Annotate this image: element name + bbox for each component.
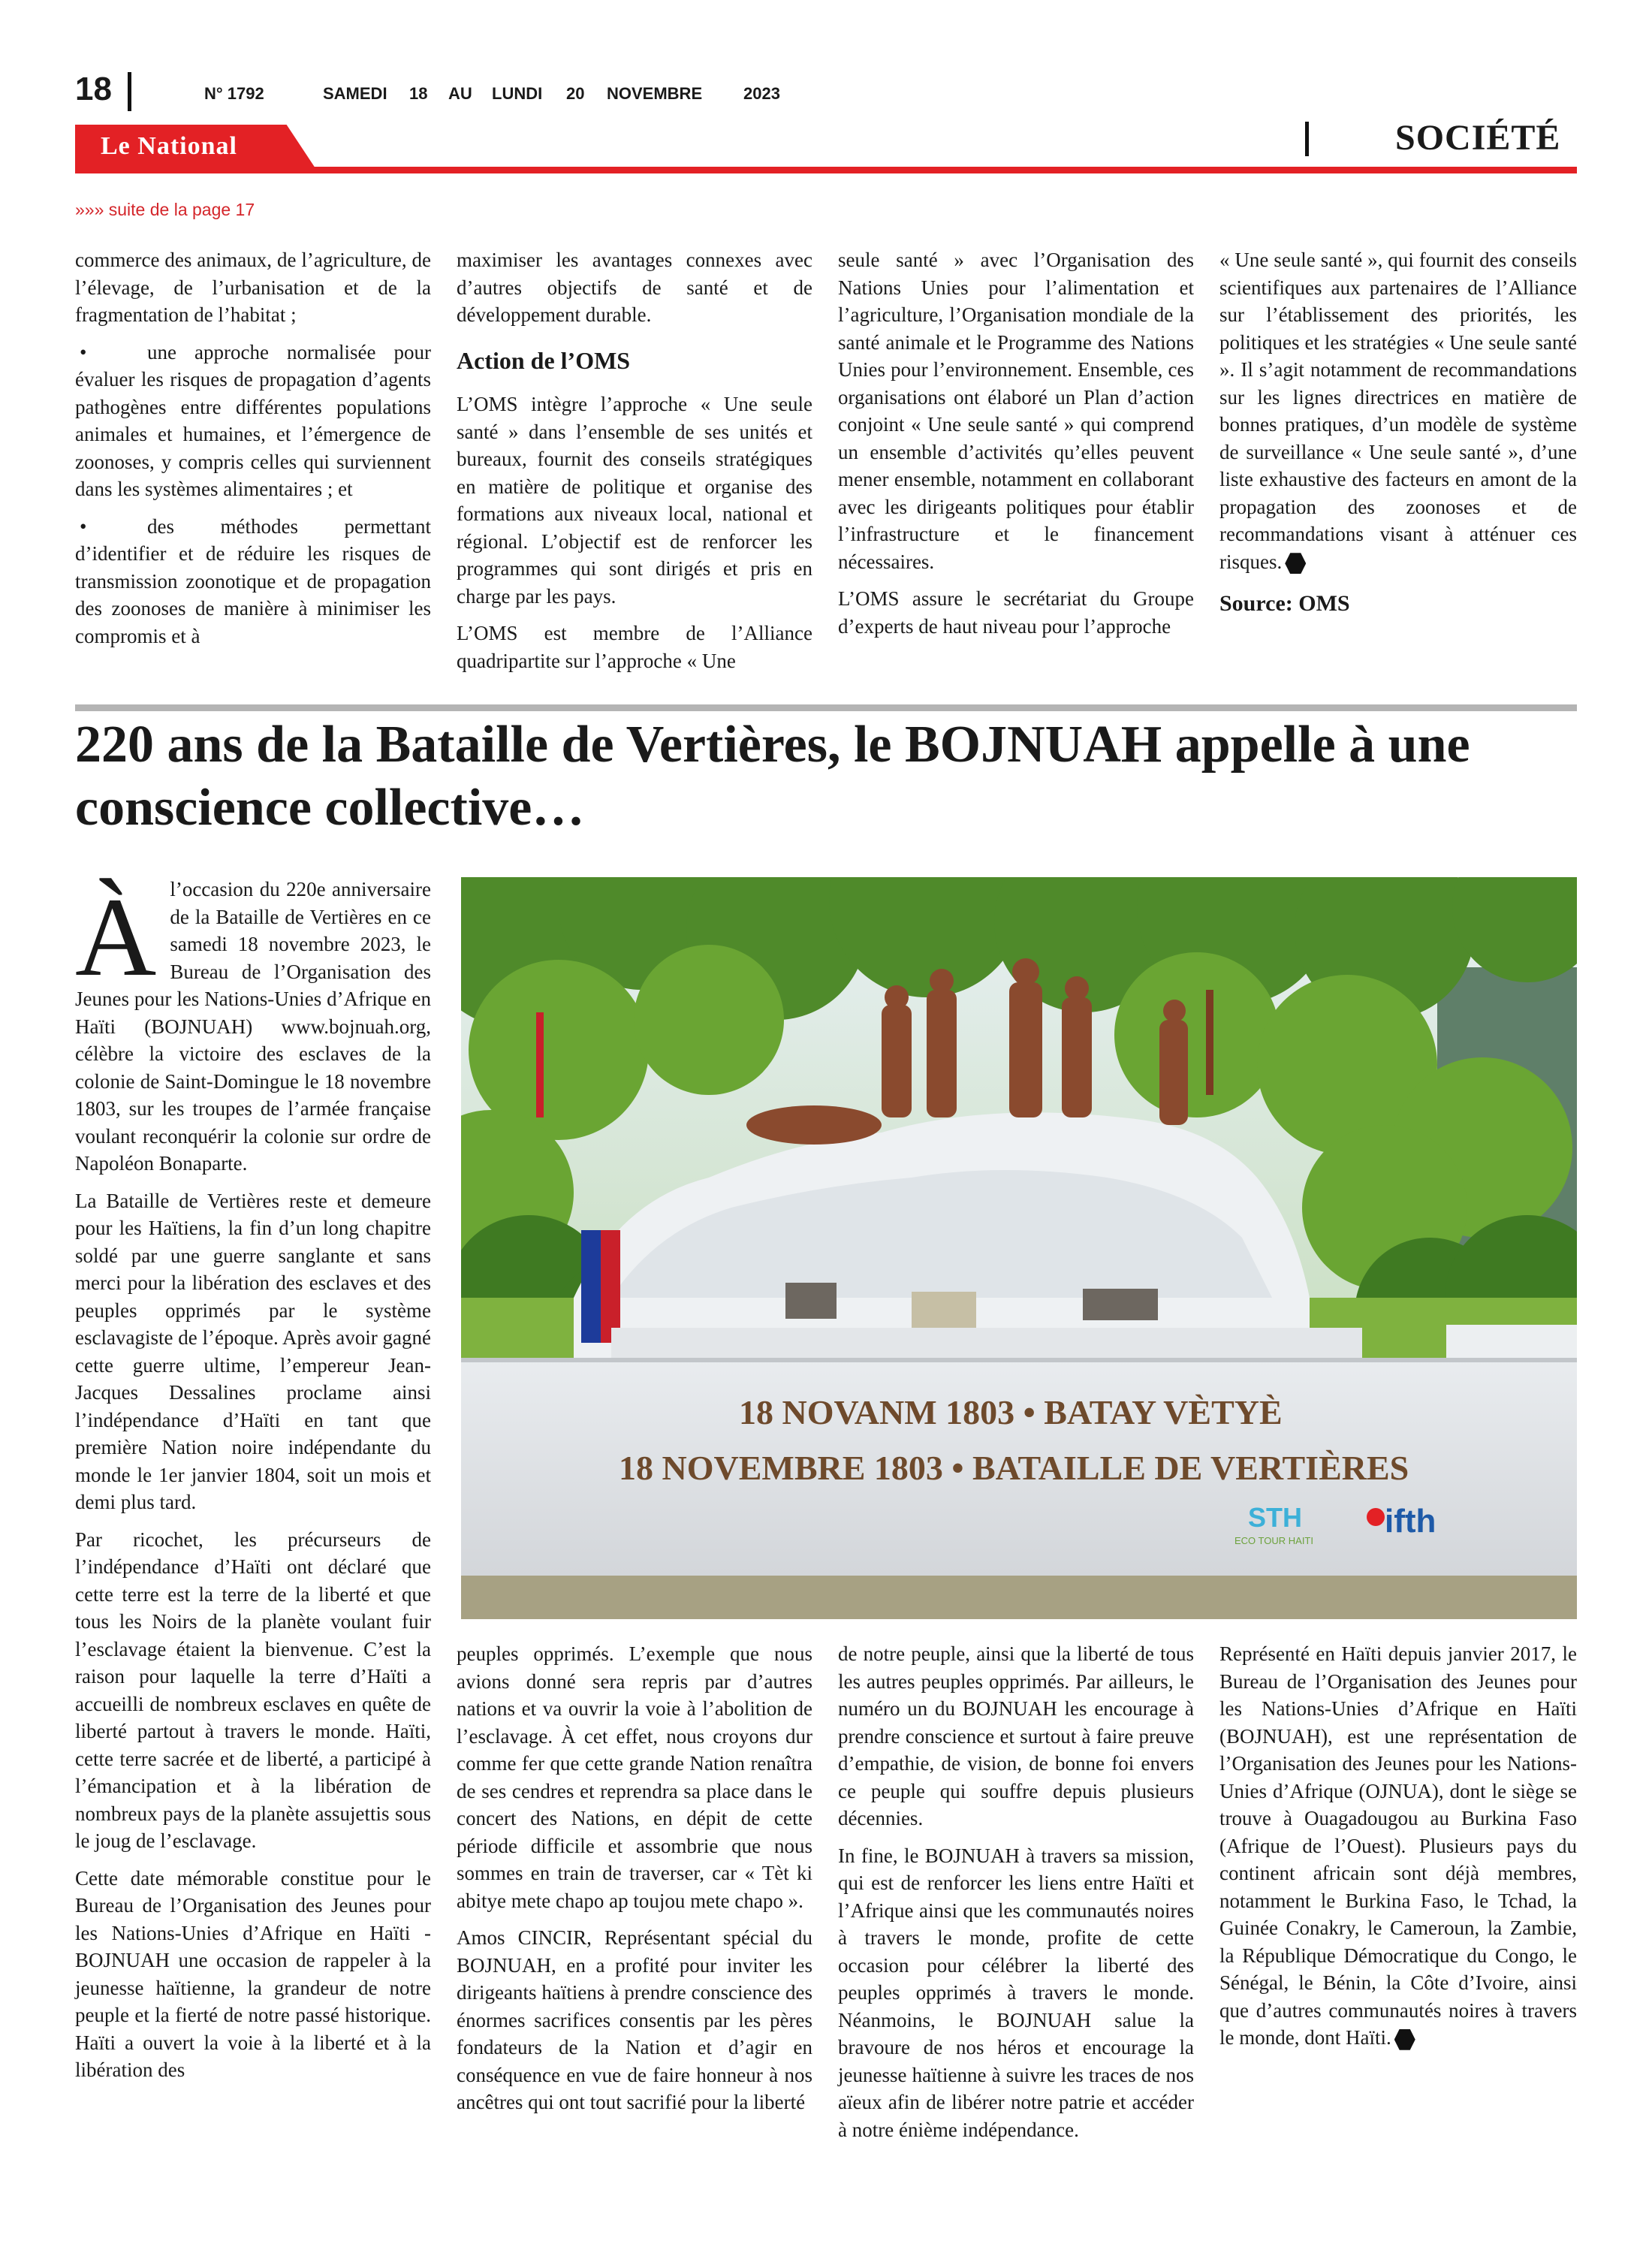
bullet-item	[75, 513, 431, 650]
paragraph: maximiser les avantages connexes avec d’autres objectifs de santé et de développement durable.	[457, 249, 812, 326]
oms-column-2	[457, 246, 812, 684]
bullet-icon: •	[80, 514, 87, 538]
bullet-text: des méthodes permettant d’identifier et de réduire les risques de transmission zoonotique et de propagation des zoonoses de manière à minimiser les compromis et à	[75, 514, 431, 647]
oms-column-4	[1219, 246, 1577, 618]
end-mark-icon	[1285, 553, 1306, 574]
paragraph	[1219, 1640, 1577, 2052]
paragraph: La Bataille de Vertières reste et demeure pour les Haïtiens, la fin d’un long chapitre soldé par une guerre sanglante et sans merci pour la libération des esclaves et des peuples opprimés par le système esclavagiste de l’époque. Après avoir gagné cette guerre ultime, l’empereur Jean-Jacques Dessalines proclame ainsi l’indépendance d’Haïti en tant que première Nation noire indépendante du monde le 1er janvier 1804, soit un mois et demi plus tard.	[75, 1189, 431, 1513]
main-column-3	[838, 1640, 1194, 2153]
paragraph	[1219, 246, 1577, 575]
paragraph-text: l’occasion du 220e anniversaire de la Bataille de Vertières en ce samedi 18 novembre 2023, le Bureau de l’Organisation des Jeunes pour les Nations-Unies d’Afrique en Haïti (BOJNUAH) www.bojnuah.org, célèbre la victoire des esclaves de la colonie de Saint-Domingue le 18 novembre 1803, sur les troupes de l’armée française voulant reconquérir la colonie sur ordre de Napoléon Bonaparte.	[75, 878, 431, 1175]
source-credit: Source: OMS	[1219, 591, 1350, 616]
page-number: 18	[75, 71, 112, 107]
end-mark-icon	[1394, 2029, 1415, 2050]
paragraph: seule santé » avec l’Organisation des Nations Unies pour l’alimentation et l’agriculture, l’Organisation mondiale de la santé animale et le Programme des Nations Unies pour l’environnement. Ensemble, ces organisations ont élaboré un Plan d’action conjoint « Une seule santé » qui comprend un ensemble d’activités qu’elles peuvent mener ensemble, notamment en collaborant avec les dirigeants politiques pour établir l’infrastructure et le financement nécessaires.	[838, 249, 1194, 573]
date-year: 2023	[743, 84, 780, 103]
section-title: SOCIÉTÉ	[1395, 118, 1561, 158]
section-divider	[1305, 122, 1309, 156]
main-column-4	[1219, 1640, 1577, 2061]
sth-logo: STH	[1248, 1502, 1302, 1533]
paragraph: L’OMS intègre l’approche « Une seule santé » dans l’ensemble de ses unités et bureaux, fournit des conseils stratégiques en matière de politique et organise des formations aux niveaux local, national et régional. L’objectif est de renforcer les programmes qui sont dirigés et pris en charge par les pays.	[457, 393, 812, 608]
paragraph: In fine, le BOJNUAH à travers sa mission, qui est de renforcer les liens entre Haïti et l’Afrique ainsi que les communautés noires à travers le monde, profite de cette occasion pour célébrer la liberté des peuples opprimés à travers le monde. Néanmoins, le BOJNUAH salue la bravoure de nos héros et encourage la jeunesse haïtienne à suivre les traces de nos aïeux afin de libérer notre patrie et accéder à notre énième indépendance.	[838, 1844, 1194, 2141]
paragraph: Cette date mémorable constitue pour le Bureau de l’Organisation des Jeunes pour les Nations-Unies d’Afrique en Haïti - BOJNUAH une occasion de rappeler à la jeunesse haïtienne, la grandeur de notre peuple et la fierté de notre passé historique. Haïti a ouvert la voie à la liberté et à la libération des	[75, 1866, 431, 2081]
main-column-1	[75, 876, 431, 2094]
bullet-item	[75, 339, 431, 503]
paragraph: peuples opprimés. L’exemple que nous avions donné sera repris par d’autres nations et va ouvrir la voie à l’abolition de l’esclavage. À cet effet, nous croyons dur comme fer que cette grande Nation renaîtra de ses cendres et reprendra sa place dans le concert des Nations, en dépit de cette période difficile et assombrie que nous sommes en train de traverser, car « Tèt ki abitye mete chapo ap toujou mete chapo ».	[457, 1642, 812, 1912]
paragraph: L’OMS assure le secrétariat du Groupe d’experts de haut niveau pour l’approche	[838, 587, 1194, 638]
paragraph: commerce des animaux, de l’agriculture, de l’élevage, de l’urbanisation et de la fragmentation de l’habitat ;	[75, 249, 431, 326]
monument-photo	[461, 877, 1577, 1619]
lead-paragraph	[75, 876, 431, 1178]
page-number-divider	[128, 72, 131, 111]
oms-column-1	[75, 246, 431, 659]
issue-number: N° 1792	[204, 84, 264, 103]
paragraph: de notre peuple, ainsi que la liberté de tous les autres peuples opprimés. Par ailleurs, le numéro un du BOJNUAH les encourage à prendre conscience et surtout à faire preuve d’empathie, de vision, de bonne foi envers ce peuple qui souffre depuis plusieurs décennies.	[838, 1642, 1194, 1829]
date-day-end: LUNDI	[492, 84, 543, 103]
inscription-french: 18 NOVEMBRE 1803 • BATAILLE DE VERTIÈRES	[619, 1449, 1409, 1487]
sth-logo-subtitle: ECO TOUR HAITI	[1234, 1535, 1313, 1546]
ifth-logo: ifth	[1385, 1503, 1436, 1540]
paragraph-text: Représenté en Haïti depuis janvier 2017, le Bureau de l’Organisation des Jeunes pour les Nations-Unies d’Afrique en Haïti (BOJNUAH), est une représentation de l’Organisation des Jeunes pour les Nations-Unies d’Afrique (OJNUA), dont le siège se trouve à Ouagadougou au Burkina Faso (Afrique de l’Ouest). Plusieurs pays du continent africain sont déjà membres, notamment le Burkina Faso, le Tchad, la Guinée Conakry, le Cameroun, la Zambie, la République Démocratique du Congo, le Sénégal, le Bénin, la Côte d’Ivoire, ainsi que d’autres communautés noires à travers le monde, dont Haïti.	[1219, 1642, 1577, 2049]
main-column-2	[457, 1640, 812, 2126]
article-divider	[75, 704, 1577, 711]
paragraph: L’OMS est membre de l’Alliance quadripartite sur l’approche « Une	[457, 622, 812, 672]
inscription-kreyol: 18 NOVANM 1803 • BATAY VÈTYÈ	[739, 1393, 1283, 1431]
subheading: Action de l’OMS	[457, 346, 631, 374]
date-day-start: SAMEDI	[323, 84, 387, 103]
paragraph: Par ricochet, les précurseurs de l’indépendance d’Haïti ont déclaré que cette terre est la terre de la liberté et que tous les Noirs de la planète voulant fuir l’esclavage étaient la bienvenue. C’est la raison pour laquelle la terre d’Haïti a accueilli de nombreux esclaves en quête de liberté partout à travers le monde. Haïti, cette terre sacrée et de liberté, a participé à l’émancipation et à la libération de nombreux pays de la planète assujettis sous le joug de l’esclavage.	[75, 1528, 431, 1852]
monument-illustration	[461, 877, 1577, 1619]
oms-column-3	[838, 246, 1194, 650]
date-num-start: 18	[409, 84, 428, 103]
bullet-icon: •	[80, 340, 87, 363]
date-num-end: 20	[566, 84, 585, 103]
continued-from: »»» suite de la page 17	[75, 200, 255, 219]
drop-cap: À	[75, 875, 157, 1000]
paragraph-text: « Une seule santé », qui fournit des conseils scientifiques aux partenaires de l’Alliance sur l’établissement des priorités, les politiques et les stratégies « Une seule santé ». Il s’agit notamment de recommandations sur les lignes directrices en matière de bonnes pratiques, d’un modèle de système de surveillance « Une seule santé », d’une liste exhaustive des facteurs en amont de la propagation des zoonoses et de recommandations visant à atténuer ces risques.	[1219, 249, 1577, 573]
paragraph: Amos CINCIR, Représentant spécial du BOJNUAH, en a profité pour inviter les dirigeants haïtiens à prendre conscience des énormes sacrifices consentis par les pères fondateurs de la Nation et d’agir en conséquence en vue de faire honneur à nos ancêtres qui ont tout sacrifié pour la liberté	[457, 1926, 812, 2113]
date-month: NOVEMBRE	[607, 84, 703, 103]
bullet-text: une approche normalisée pour évaluer les risques de propagation d’agents pathogènes entre différentes populations animales et humaines, et l’émergence de zoonoses, y compris celles qui surviennent dans les systèmes alimentaires ; et	[75, 340, 431, 500]
brand-name: Le National	[101, 132, 237, 160]
headline: 220 ans de la Bataille de Vertières, le BOJNUAH appelle à une conscience collective…	[75, 716, 1470, 837]
date-au: AU	[448, 84, 472, 103]
